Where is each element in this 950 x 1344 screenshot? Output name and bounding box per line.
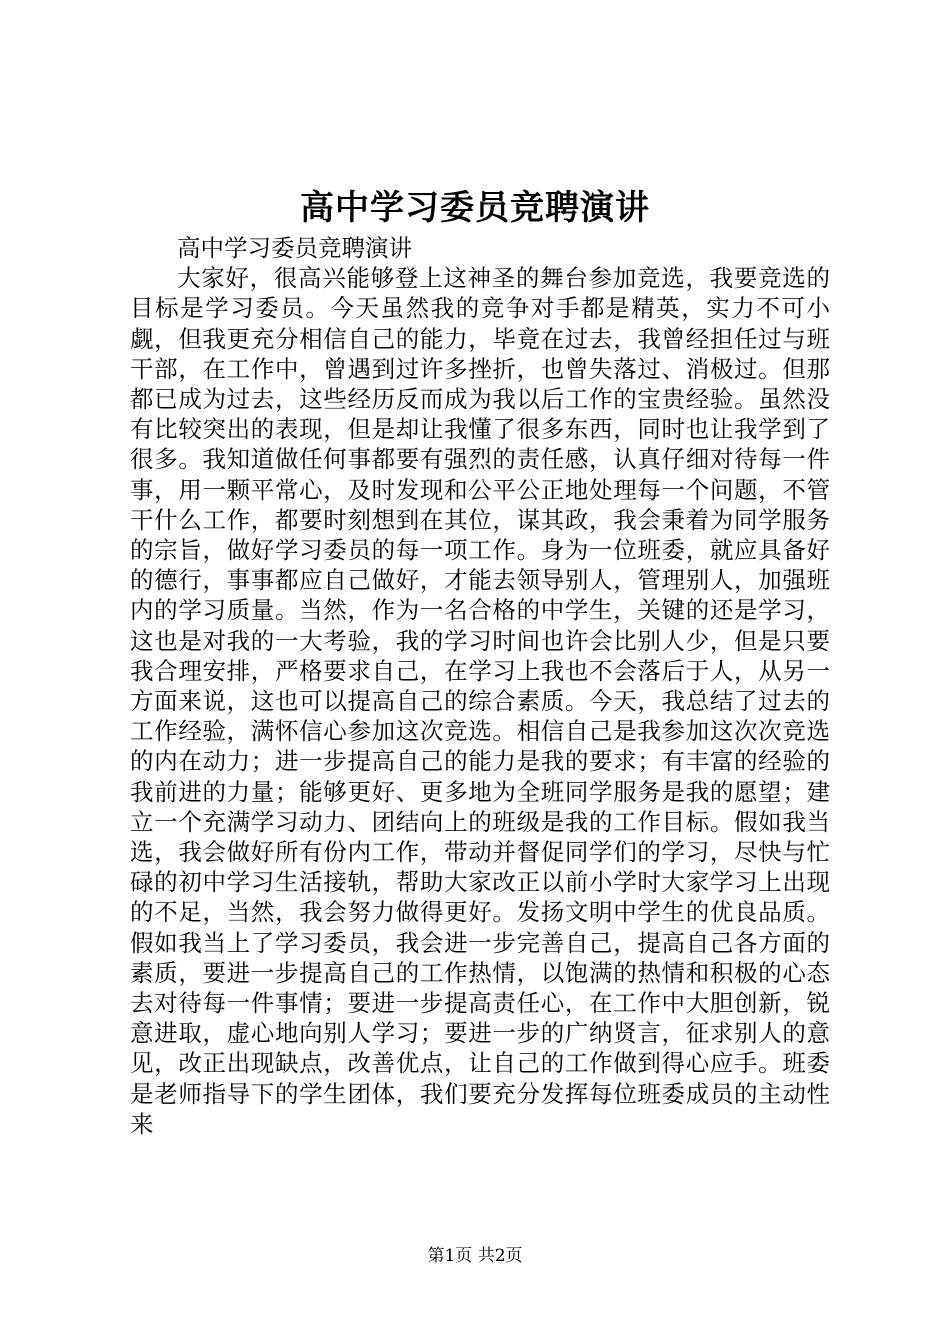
page-number-footer: 第1页 共2页 — [427, 1246, 523, 1266]
body-paragraph: 大家好，很高兴能够登上这神圣的舞台参加竞选，我要竞选的目标是学习委员。今天虽然我的竞争对手都是精英，实力不可小觑，但我更充分相信自己的能力，毕竟在过去，我曾经担任过与班干部，在工作中，曾遇到过许多挫折，也曾失落过、消极过。但那都已成为过去，这些经历反而成为我以后工作的宝贵经验。虽然没有比较突出的表现，但是却让我懂了很多东西，同时也让我学到了很多。我知道做任何事都要有强烈的责任感，认真仔细对待每一件事，用一颗平常心，及时发现和公平公正地处理每一个问题，不管干什么工作，都要时刻想到在其位，谋其政，我会秉着为同学服务的宗旨，做好学习委员的每一项工作。身为一位班委，就应具备好的德行，事事都应自己做好，才能去领导别人，管理别人，加强班内的学习质量。当然，作为一名合格的中学生，关键的还是学习，这也是对我的一大考验，我的学习时间也许会比别人少，但是只要我合理安排，严格要求自己，在学习上我也不会落后于人，从另一方面来说，这也可以提高自己的综合素质。今天，我总结了过去的工作经验，满怀信心参加这次竞选。相信自己是我参加这次次竞选的内在动力；进一步提高自己的能力是我的要求；有丰富的经验的我前进的力量；能够更好、更多地为全班同学服务是我的愿望；建立一个充满学习动力、团结向上的班级是我的工作目标。假如我当选，我会做好所有份内工作，带动并督促同学们的学习，尽快与忙碌的初中学习生活接轨，帮助大家改正以前小学时大家学习上出现的不足，当然，我会努力做得更好。发扬文明中学生的优良品质。假如我当上了学习委员，我会进一步完善自己，提高自己各方面的素质，要进一步提高自己的工作热情，以饱满的热情和积极的心态去对待每一件事情；要进一步提高责任心，在工作中大胆创新，锐意进取，虚心地向别人学习；要进一步的广纳贤言，征求别人的意见，改正出现缺点，改善优点，让自己的工作做到得心应手。班委是老师指导下的学生团体，我们要充分发挥每位班委成员的主动性来 — [130, 264, 830, 1138]
document-subtitle: 高中学习委员竞聘演讲 — [177, 234, 412, 262]
document-body — [130, 233, 830, 1139]
document-title: 高中学习委员竞聘演讲 — [300, 188, 650, 228]
